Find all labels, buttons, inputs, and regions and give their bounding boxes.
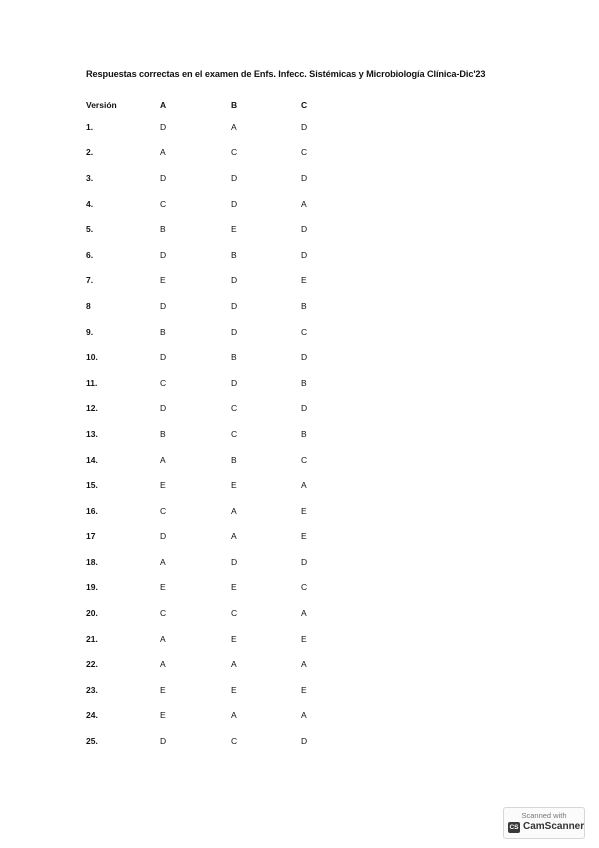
answer-version-b: C	[231, 428, 238, 439]
table-row	[86, 472, 341, 498]
answer-version-a: C	[160, 198, 167, 209]
answer-version-b: E	[231, 633, 237, 644]
answer-version-b: E	[231, 480, 237, 491]
question-number: 19.	[86, 582, 98, 593]
answer-version-a: A	[160, 556, 166, 567]
answer-version-b: B	[231, 249, 237, 260]
answer-version-c: D	[301, 224, 308, 235]
table-row	[86, 421, 341, 447]
answer-rows	[86, 114, 341, 754]
answer-version-c: A	[301, 608, 307, 619]
question-number: 16.	[86, 505, 98, 516]
answer-version-a: D	[160, 403, 167, 414]
question-number: 6.	[86, 249, 94, 260]
answer-version-b: E	[231, 582, 237, 593]
badge-caption: Scanned with	[521, 811, 567, 820]
question-number: 24.	[86, 710, 98, 721]
answer-version-c: C	[301, 147, 308, 158]
question-number: 11.	[86, 377, 98, 388]
table-row	[86, 703, 341, 729]
question-number: 18.	[86, 556, 98, 567]
answer-version-a: C	[160, 505, 167, 516]
column-header-b: B	[231, 100, 238, 110]
question-number: 15.	[86, 480, 98, 491]
answer-version-a: D	[160, 352, 167, 363]
question-number: 25.	[86, 736, 98, 747]
column-header-version: Versión	[86, 100, 117, 110]
answer-version-c: E	[301, 275, 307, 286]
answer-version-a: D	[160, 249, 167, 260]
answer-version-a: A	[160, 633, 166, 644]
answer-version-c: C	[301, 454, 308, 465]
table-row	[86, 575, 341, 601]
table-row	[86, 524, 341, 550]
answer-version-c: D	[301, 736, 308, 747]
answer-version-a: D	[160, 172, 167, 183]
answer-version-c: C	[301, 582, 308, 593]
table-row	[86, 268, 341, 294]
answer-version-a: E	[160, 582, 166, 593]
question-number: 3.	[86, 172, 94, 183]
answer-version-b: A	[231, 505, 237, 516]
camscanner-badge	[503, 807, 585, 839]
answer-version-c: E	[301, 633, 307, 644]
answer-version-c: D	[301, 556, 308, 567]
answer-version-a: D	[160, 531, 167, 542]
answer-version-b: D	[231, 198, 238, 209]
table-row	[86, 626, 341, 652]
answer-version-a: B	[160, 428, 166, 439]
answer-version-b: C	[231, 147, 238, 158]
table-row	[86, 651, 341, 677]
answer-version-b: D	[231, 300, 238, 311]
table-row	[86, 728, 341, 754]
table-row	[86, 191, 341, 217]
answer-version-c: A	[301, 480, 307, 491]
table-row	[86, 600, 341, 626]
answer-version-c: A	[301, 659, 307, 670]
table-row	[86, 293, 341, 319]
answer-version-c: E	[301, 505, 307, 516]
question-number: 13.	[86, 428, 98, 439]
answer-version-b: B	[231, 352, 237, 363]
table-row	[86, 396, 341, 422]
answer-version-c: D	[301, 403, 308, 414]
answers-table	[86, 96, 341, 754]
answer-version-a: E	[160, 710, 166, 721]
table-row	[86, 216, 341, 242]
table-header-row	[86, 96, 341, 114]
table-row	[86, 319, 341, 345]
answer-version-c: E	[301, 684, 307, 695]
document-title: Respuestas correctas en el examen de Enfs. Infecc. Sistémicas y Microbiología Clínica-Dic'23	[86, 69, 486, 79]
answer-version-c: E	[301, 531, 307, 542]
table-row	[86, 114, 341, 140]
answer-version-b: C	[231, 736, 238, 747]
answer-version-b: C	[231, 608, 238, 619]
table-row	[86, 344, 341, 370]
question-number: 5.	[86, 224, 94, 235]
answer-version-c: D	[301, 352, 308, 363]
answer-version-c: D	[301, 249, 308, 260]
question-number: 17	[86, 531, 96, 542]
question-number: 2.	[86, 147, 94, 158]
table-row	[86, 165, 341, 191]
badge-brand-name: CamScanner	[523, 821, 585, 832]
table-row	[86, 242, 341, 268]
question-number: 14.	[86, 454, 98, 465]
answer-version-b: A	[231, 710, 237, 721]
question-number: 23.	[86, 684, 98, 695]
table-row	[86, 370, 341, 396]
answer-version-c: B	[301, 428, 307, 439]
question-number: 4.	[86, 198, 94, 209]
table-row	[86, 498, 341, 524]
answer-version-b: E	[231, 684, 237, 695]
answer-version-a: B	[160, 224, 166, 235]
question-number: 22.	[86, 659, 98, 670]
answer-version-a: E	[160, 684, 166, 695]
answer-version-c: A	[301, 710, 307, 721]
question-number: 20.	[86, 608, 98, 619]
answer-version-a: D	[160, 121, 167, 132]
question-number: 1.	[86, 121, 94, 132]
answer-version-b: A	[231, 121, 237, 132]
answer-version-b: D	[231, 172, 238, 183]
question-number: 8	[86, 300, 91, 311]
answer-version-a: D	[160, 736, 167, 747]
question-number: 10.	[86, 352, 98, 363]
answer-version-c: C	[301, 326, 308, 337]
column-header-c: C	[301, 100, 308, 110]
answer-version-c: D	[301, 172, 308, 183]
answer-version-b: D	[231, 377, 238, 388]
table-row	[86, 549, 341, 575]
answer-version-a: A	[160, 454, 166, 465]
answer-version-c: B	[301, 377, 307, 388]
question-number: 7.	[86, 275, 94, 286]
answer-version-a: A	[160, 147, 166, 158]
answer-version-a: C	[160, 608, 167, 619]
answer-version-c: D	[301, 121, 308, 132]
answer-version-b: A	[231, 531, 237, 542]
answer-version-a: E	[160, 275, 166, 286]
answer-version-c: A	[301, 198, 307, 209]
question-number: 12.	[86, 403, 98, 414]
answer-version-b: B	[231, 454, 237, 465]
answer-version-b: C	[231, 403, 238, 414]
answer-version-a: D	[160, 300, 167, 311]
answer-version-a: E	[160, 480, 166, 491]
answer-version-b: D	[231, 326, 238, 337]
answer-version-a: A	[160, 659, 166, 670]
table-row	[86, 677, 341, 703]
question-number: 21.	[86, 633, 98, 644]
answer-version-b: A	[231, 659, 237, 670]
answer-version-b: E	[231, 224, 237, 235]
answer-version-b: D	[231, 556, 238, 567]
camscanner-logo-icon: CS	[509, 824, 519, 831]
answer-version-a: B	[160, 326, 166, 337]
question-number: 9.	[86, 326, 94, 337]
column-header-a: A	[160, 100, 167, 110]
answer-version-b: D	[231, 275, 238, 286]
answer-version-c: B	[301, 300, 307, 311]
answer-version-a: C	[160, 377, 167, 388]
table-row	[86, 140, 341, 166]
table-row	[86, 447, 341, 473]
